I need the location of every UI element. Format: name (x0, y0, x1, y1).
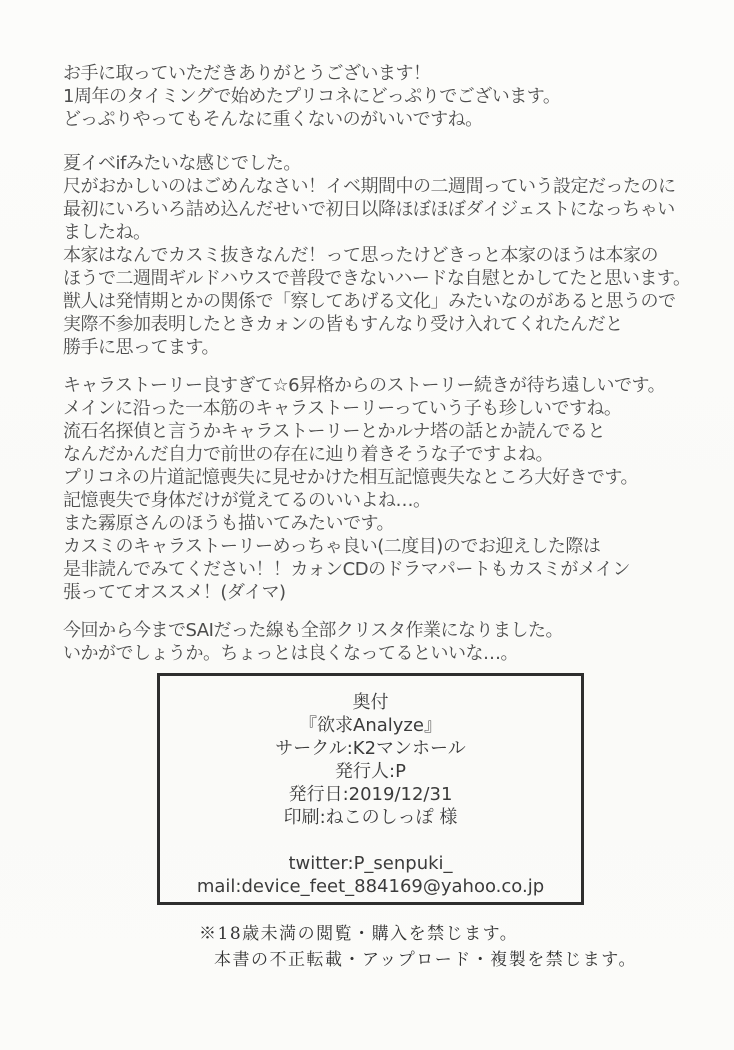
legal-notices (199, 921, 637, 973)
body-text-line: いかがでしょうか。ちょっとは良くなってるといいな…。 (63, 643, 518, 664)
colophon-circle: サークル:K2マンホール (275, 738, 466, 759)
body-text-line: 流石名探偵と言うかキャラストーリーとかルナ塔の話とか読んでると (63, 421, 605, 442)
colophon-book-title: 『欲求Analyze』 (299, 715, 442, 736)
body-text-line: 1周年のタイミングで始めたプリコネにどっぷりでございます。 (63, 86, 561, 107)
body-text-line: なんだかんだ自力で前世の存在に辿り着きそうな子ですよね。 (63, 444, 553, 465)
body-text-line: キャラストーリー良すぎて☆6昇格からのストーリー続きが待ち遠しいです。 (63, 375, 666, 396)
paragraph-event (63, 152, 723, 359)
colophon-publisher: 発行人:P (335, 761, 406, 782)
body-text-line: 最初にいろいろ詰め込んだせいで初日以降ほぼほぼダイジェストになっちゃい (63, 199, 675, 220)
colophon-mail: mail:device_feet_884169@yahoo.co.jp (196, 876, 545, 897)
body-text-line: ましたね。 (63, 222, 151, 243)
colophon-publish-date: 発行日:2019/12/31 (288, 784, 453, 805)
body-text-line: 張っててオススメ！(ダイマ) (63, 582, 286, 603)
paragraph-tools (63, 619, 723, 665)
body-text-line: 是非読んでみてください！！カォンCDのドラマパートもカスミがメイン (63, 559, 631, 580)
body-text-line: 本家はなんでカスミ抜きなんだ！って思ったけどきっと本家のほうは本家の (63, 245, 658, 266)
colophon-box (157, 673, 584, 905)
body-text-line: 記憶喪失で身体だけが覚えてるのいいよね…。 (63, 490, 431, 511)
body-text-line: プリコネの片道記憶喪失に見せかけた相互記憶喪失なところ大好きです。 (63, 467, 638, 488)
colophon-printer: 印刷:ねこのしっぽ 様 (283, 807, 458, 828)
body-text-line: 夏イベifみたいな感じでした。 (63, 153, 301, 174)
body-text-line: また霧原さんのほうも描いてみたいです。 (63, 513, 395, 534)
body-text-line: 勝手に思ってます。 (63, 337, 220, 358)
colophon-twitter: twitter:P_senpuki_ (288, 853, 453, 874)
body-text-line: 今回から今までSAIだった線も全部クリスタ作業になりました。 (63, 620, 564, 641)
paragraph-thanks (63, 62, 723, 131)
body-text-line: 獣人は発情期とかの関係で「察してあげる文化」みたいなのがあると思うので (63, 291, 676, 312)
body-text-line: ほうで二週間ギルドハウスで普段できないハードな自慰とかしてたと思います。 (63, 268, 691, 289)
paragraph-character-story (63, 374, 723, 604)
body-text-line: 実際不参加表明したときカォンの皆もすんなり受け入れてくれたんだと (63, 314, 623, 335)
afterword-text (63, 62, 723, 680)
colophon-heading: 奥付 (352, 692, 389, 713)
no-reproduction-notice: 本書の不正転載・アップロード・複製を禁じます。 (214, 950, 637, 970)
body-text-line: メインに沿った一本筋のキャラストーリーっていう子も珍しいですね。 (63, 398, 622, 419)
body-text-line: カスミのキャラストーリーめっちゃ良い(二度目)のでお迎えした際は (63, 536, 601, 557)
body-text-line: どっぷりやってもそんなに重くないのがいいですね。 (63, 109, 483, 130)
age-restriction-notice: ※18歳未満の閲覧・購入を禁じます。 (199, 924, 519, 944)
body-text-line: 尺がおかしいのはごめんなさい！イベ期間中の二週間っていう設定だったのに (63, 176, 676, 197)
body-text-line: お手に取っていただきありがとうございます！ (63, 63, 431, 84)
